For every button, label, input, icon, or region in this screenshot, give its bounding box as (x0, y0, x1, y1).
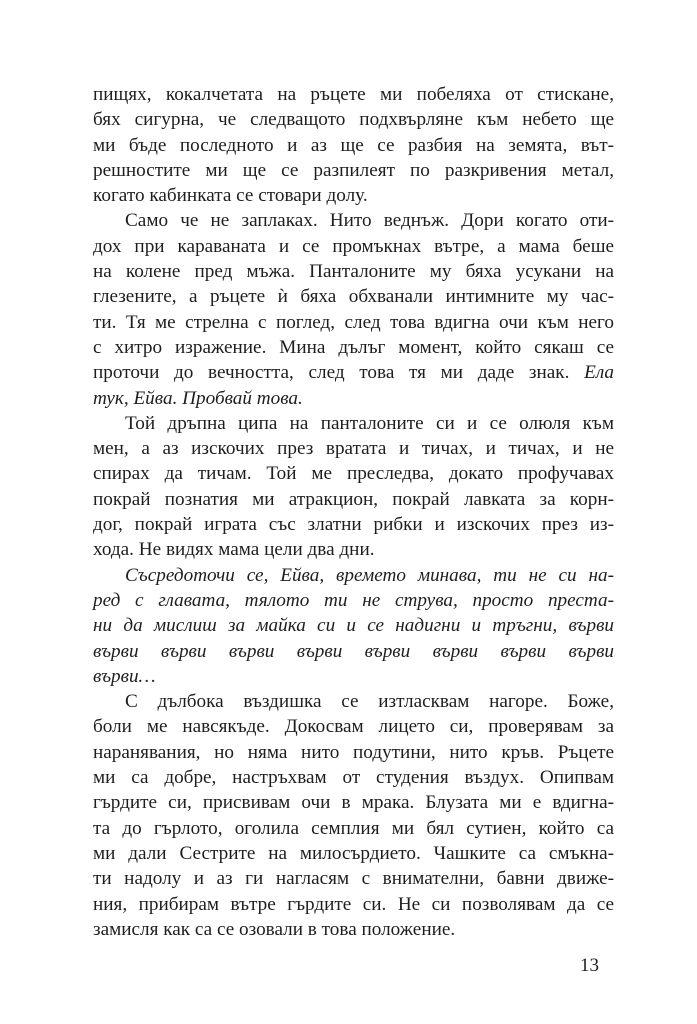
text-line: ми дали Сестрите на милосърдието. Чашките са смъкна- (93, 842, 614, 864)
text-line: бях сигурна, че следващото подхвърляне към небето ще (93, 109, 614, 131)
text-line: спирах да тичам. Той ме преследва, докато профучавах (93, 463, 614, 485)
text-line: ти. Тя ме стрелна с поглед, след това вдигна очи към него (93, 311, 614, 333)
text-line-mixed (93, 360, 614, 385)
italic-segment: Ела (584, 362, 615, 384)
italic-line: ни да мислиш за майка си и се надигни и тръгни, върви (93, 615, 614, 637)
text-line: когато кабинката се стовари долу. (93, 185, 368, 207)
text-segment: проточи до вечността, след това тя ми даде знак. (93, 362, 570, 384)
italic-line: тук, Ейва. Пробвай това. (93, 387, 303, 409)
text-line: ния, прибирам вътре гърдите си. Не си позволявам да се (93, 893, 614, 915)
text-line: хода. Не видях мама цели два дни. (93, 539, 375, 561)
text-line: дог, покрай играта със златни рибки и изскочих през из- (93, 514, 614, 536)
text-line: решностите ми ще се разпилеят по разкривения метал, (93, 159, 614, 181)
text-line: ми бъде последното и аз ще се разбия на земята, вът- (93, 134, 614, 156)
text-line: покрай познатия ми атракцион, покрай лавката за корн- (93, 488, 614, 510)
text-line: та до гърлото, оголила семплия ми бял сутиен, който са (93, 817, 614, 839)
text-line: с хитро изражение. Мина дълъг момент, който сякаш се (93, 336, 614, 358)
text-line: на колене пред мъжа. Панталоните му бяха усукани на (93, 261, 614, 283)
text-line: боли ме навсякъде. Докосвам лицето си, проверявам за (93, 716, 614, 738)
page-number: 13 (580, 955, 599, 976)
text-line: Само че не заплаках. Нито веднъж. Дори когато оти- (125, 210, 614, 232)
italic-line: Съсредоточи се, Ейва, времето минава, ти не си на- (125, 564, 614, 586)
text-line: дох при караваната и се промъкнах вътре, а мама беше (93, 235, 614, 257)
text-line: мен, а аз изскочих през вратата и тичах, и тичах, и не (93, 438, 614, 460)
text-line: Той дръпна ципа на панталоните си и се олюля към (125, 412, 614, 434)
body-text (93, 82, 614, 942)
italic-line: ред с главата, тялото ти не струва, просто преста- (93, 589, 614, 611)
text-line: пищях, кокалчетата на ръцете ми побеляха от стискане, (93, 84, 614, 105)
text-line: глезените, а ръцете ѝ бяха обхванали интимните му час- (93, 286, 614, 308)
text-line: ми са добре, настръхвам от студения въздух. Опипвам (93, 767, 614, 789)
text-line: С дълбока въздишка се изтласквам нагоре. Боже, (125, 691, 614, 713)
text-line: ти надолу и аз ги нагласям с внимателни, бавни движе- (93, 868, 614, 890)
text-line: гърдите си, присвивам очи в мрака. Блузата ми е вдигна- (93, 792, 614, 814)
italic-line: върви… (93, 665, 156, 687)
text-line: наранявания, но няма нито подутини, нито кръв. Ръцете (93, 741, 614, 763)
italic-line: върви върви върви върви върви върви върви върви (93, 640, 614, 662)
text-line: замисля как са се озовали в това положение. (93, 918, 456, 940)
